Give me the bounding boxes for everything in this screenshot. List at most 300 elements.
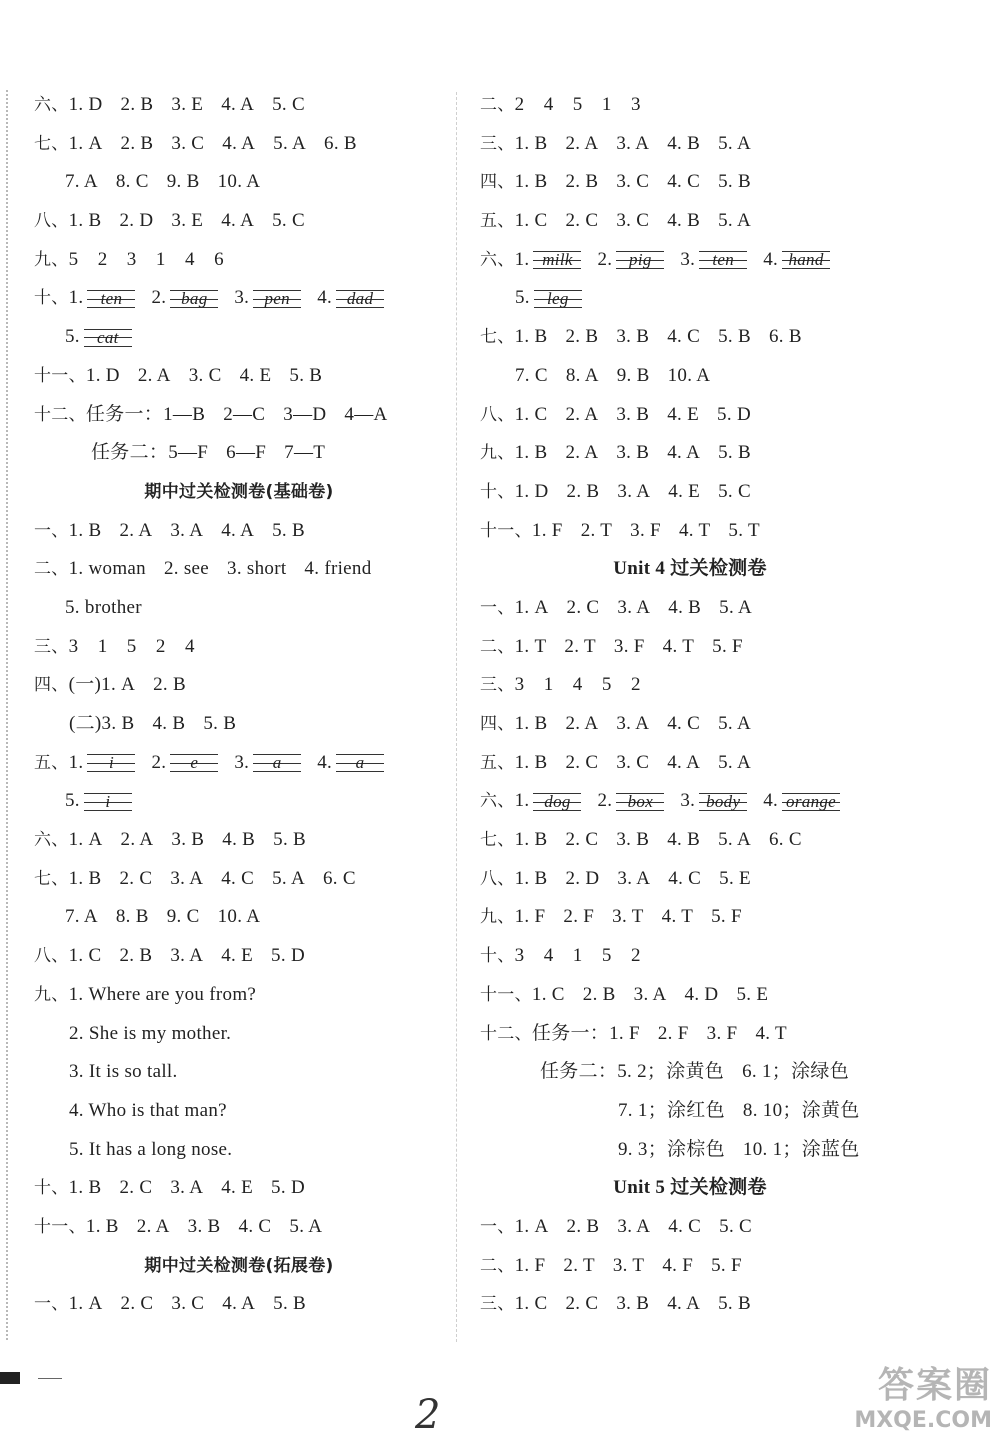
answer-item: 4. B bbox=[667, 829, 701, 851]
question-number: 十二、 bbox=[34, 404, 86, 425]
answer-item: 3. A bbox=[170, 945, 204, 967]
answer-item: 8. A bbox=[565, 364, 599, 386]
answer-item-number: 3. bbox=[234, 751, 250, 773]
question-number: 五、 bbox=[480, 752, 515, 773]
answer-item: 5. A bbox=[273, 132, 307, 154]
answer-item: 5. B bbox=[203, 713, 237, 734]
section-heading: Unit 4 过关检测卷 bbox=[613, 558, 767, 580]
answer-line bbox=[34, 163, 444, 202]
answer-item: 1. B bbox=[514, 326, 548, 348]
answer-item: 3. B bbox=[616, 442, 650, 464]
answer-item: 6—F bbox=[226, 442, 267, 464]
answer-item: 7. 1；涂红色 bbox=[618, 1099, 725, 1121]
answer-line bbox=[34, 434, 444, 473]
answer-item: 1. bbox=[514, 248, 530, 270]
answer-item: 1. C bbox=[514, 403, 548, 425]
answer-item: 7. A bbox=[65, 906, 98, 928]
answer-item: 5. It has a long nose. bbox=[69, 1138, 233, 1160]
question-number: 一、 bbox=[480, 1216, 515, 1237]
answer-item: 1. D bbox=[85, 364, 120, 386]
question-number: 一、 bbox=[34, 1294, 69, 1315]
answer-item-number: 3. bbox=[234, 287, 250, 309]
watermark bbox=[854, 1357, 992, 1433]
answer-line bbox=[480, 976, 900, 1015]
question-number: 九、 bbox=[34, 249, 69, 270]
answer-item: 2. B bbox=[582, 983, 616, 1005]
answer-item: 1. D bbox=[514, 480, 549, 502]
answer-item: 4. A bbox=[667, 442, 701, 464]
section-heading: Unit 5 过关检测卷 bbox=[613, 1177, 767, 1199]
answer-line bbox=[480, 318, 900, 357]
answer-item: 3. B bbox=[616, 326, 650, 348]
handwritten-word: cat bbox=[84, 329, 132, 347]
answer-line bbox=[34, 396, 444, 435]
answer-item: 5. F bbox=[712, 635, 743, 657]
answer-line bbox=[480, 241, 900, 280]
answer-line bbox=[34, 1169, 444, 1208]
answer-item: 2. A bbox=[136, 1215, 170, 1237]
answer-item: 5. bbox=[65, 326, 80, 348]
answer-item-number: 3. bbox=[680, 248, 696, 270]
answer-item: 4—A bbox=[344, 403, 388, 425]
answer-item: 5. B bbox=[273, 829, 307, 851]
question-number: 七、 bbox=[34, 868, 69, 889]
answer-item: 5. A bbox=[718, 751, 751, 773]
answer-item: 4. C bbox=[667, 171, 701, 193]
answer-line bbox=[34, 860, 444, 899]
answer-line bbox=[480, 163, 900, 202]
answer-item: 4. Who is that man? bbox=[69, 1099, 227, 1121]
question-number: 一、 bbox=[34, 520, 69, 541]
answer-item: 2. C bbox=[119, 867, 153, 889]
answer-item: 5. D bbox=[271, 945, 305, 967]
question-number: 八、 bbox=[480, 868, 515, 889]
answer-item: 3. C bbox=[616, 751, 650, 773]
answer-item: 2. F bbox=[657, 1022, 689, 1044]
handwritten-word: pig bbox=[616, 251, 664, 269]
answer-line bbox=[480, 1131, 900, 1170]
answer-item: 3. F bbox=[630, 519, 661, 541]
answer-line bbox=[480, 744, 900, 783]
answer-item: 2. D bbox=[565, 867, 600, 889]
handwritten-word: e bbox=[170, 754, 218, 772]
answer-item: 4. C bbox=[668, 1215, 702, 1237]
answer-line bbox=[34, 202, 444, 241]
answer-line bbox=[480, 357, 900, 396]
answer-item: 5 2 3 1 4 6 bbox=[68, 248, 224, 270]
question-number: 三、 bbox=[480, 675, 515, 696]
answer-item: 5. B bbox=[718, 326, 751, 348]
answer-item: 5. A bbox=[718, 829, 751, 851]
answer-item: 5. A bbox=[718, 713, 751, 734]
answer-line bbox=[34, 1015, 444, 1054]
answer-item: 4. C bbox=[667, 713, 701, 734]
answer-item: 10. A bbox=[217, 906, 261, 928]
answer-item: 6. 1；涂绿色 bbox=[742, 1061, 850, 1083]
answer-line bbox=[34, 512, 444, 551]
answer-item: 1. T bbox=[514, 635, 547, 657]
answer-item: 5. T bbox=[728, 519, 760, 541]
answer-item: 1. bbox=[68, 287, 84, 309]
answer-line bbox=[480, 512, 900, 551]
answer-item: 5. A bbox=[272, 867, 305, 889]
answer-item: 3. B bbox=[616, 829, 650, 851]
answer-item: 5. C bbox=[718, 480, 751, 502]
answer-item: 1. F bbox=[531, 519, 563, 541]
answer-item: 1. Where are you from? bbox=[68, 983, 257, 1005]
answer-item: (二)3. B bbox=[69, 713, 135, 734]
column-divider bbox=[456, 92, 457, 1342]
question-number: 八、 bbox=[480, 404, 515, 425]
answer-item: 1. A bbox=[68, 1293, 103, 1315]
answer-item-number: 2. bbox=[597, 790, 613, 812]
answer-item: 2. see bbox=[163, 558, 210, 580]
answer-item: 5. C bbox=[272, 210, 305, 232]
answer-item: 5. bbox=[515, 287, 530, 309]
question-number: 二、 bbox=[480, 636, 515, 657]
answer-item: 5. A bbox=[289, 1215, 323, 1237]
answer-item: 3. E bbox=[171, 94, 204, 115]
answer-line bbox=[34, 1208, 444, 1247]
answer-item: (一)1. A bbox=[68, 674, 136, 696]
section-heading: 期中过关检测卷(拓展卷) bbox=[144, 1255, 334, 1276]
answer-item: 2. T bbox=[580, 519, 613, 541]
answer-item: 6. B bbox=[768, 326, 802, 348]
answer-item: 4. C bbox=[667, 326, 701, 348]
answer-item: 3. T bbox=[612, 906, 644, 928]
answer-item: 任务二：5. 2；涂黄色 bbox=[540, 1061, 725, 1083]
answer-line bbox=[34, 1285, 444, 1324]
answer-line bbox=[34, 821, 444, 860]
answer-item: 1. A bbox=[514, 1215, 549, 1237]
answer-item: 任务一：1. F bbox=[531, 1022, 640, 1044]
answer-item: 5. A bbox=[718, 132, 751, 154]
handwritten-word: body bbox=[699, 793, 747, 811]
answer-item: 4. friend bbox=[304, 558, 372, 580]
handwritten-word: dog bbox=[533, 793, 581, 811]
answer-line bbox=[480, 279, 900, 318]
answer-line bbox=[34, 125, 444, 164]
answer-item: 3. B bbox=[171, 829, 205, 851]
answer-item: 3 1 4 5 2 bbox=[514, 674, 641, 696]
handwritten-word: ten bbox=[87, 290, 135, 308]
answer-item: 4. T bbox=[662, 635, 695, 657]
answer-item: 1. B bbox=[68, 210, 102, 232]
handwritten-word: i bbox=[87, 754, 135, 772]
answer-item: 1. B bbox=[514, 171, 548, 193]
answer-line bbox=[480, 434, 900, 473]
answer-item: 4. E bbox=[221, 1177, 254, 1199]
answer-item: 2. A bbox=[565, 132, 599, 154]
question-number: 七、 bbox=[480, 830, 515, 851]
answer-item: 3. F bbox=[613, 635, 645, 657]
answer-item: 3. A bbox=[170, 519, 204, 541]
question-number: 十一、 bbox=[34, 1216, 86, 1237]
handwritten-word: a bbox=[336, 754, 384, 772]
handwritten-word: a bbox=[253, 754, 301, 772]
answer-item: 5. A bbox=[718, 210, 751, 232]
answer-item: 2. C bbox=[565, 210, 599, 232]
answer-item: 2. A bbox=[120, 829, 154, 851]
answer-item: 任务一：1—B bbox=[85, 403, 206, 425]
answer-item: 3. C bbox=[171, 1293, 205, 1315]
question-number: 四、 bbox=[34, 675, 69, 696]
answer-item: 5. B bbox=[718, 442, 751, 464]
answer-item: 6. B bbox=[324, 132, 357, 154]
page-corner-dash bbox=[38, 1378, 62, 1379]
question-number: 七、 bbox=[34, 133, 69, 154]
answer-item: 5. B bbox=[289, 364, 323, 386]
answer-item: 9. 3；涂棕色 bbox=[618, 1138, 725, 1160]
answer-line bbox=[34, 279, 444, 318]
answer-item: 3. C bbox=[616, 210, 650, 232]
answer-item: 2. B bbox=[153, 674, 186, 696]
answer-item: 3—D bbox=[283, 403, 327, 425]
question-number: 十、 bbox=[480, 946, 515, 967]
answer-item: 3. E bbox=[171, 210, 204, 232]
answer-item: 1. A bbox=[514, 596, 549, 618]
page-corner-mark bbox=[0, 1372, 20, 1384]
answer-item: 1. F bbox=[514, 906, 546, 928]
handwritten-word: i bbox=[84, 793, 132, 811]
answer-line bbox=[480, 666, 900, 705]
answer-item: 1. B bbox=[68, 1177, 102, 1199]
answer-item: 5. D bbox=[271, 1177, 305, 1199]
answer-item: 5. B bbox=[273, 1293, 307, 1315]
question-number: 十一、 bbox=[480, 984, 532, 1005]
answer-item: 3. short bbox=[227, 558, 287, 580]
handwritten-word: hand bbox=[782, 251, 830, 269]
answer-item: 2. A bbox=[565, 442, 599, 464]
answer-item: 3. B bbox=[616, 1293, 650, 1315]
answer-item: 2 4 5 1 3 bbox=[514, 94, 641, 115]
question-number: 八、 bbox=[34, 946, 69, 967]
question-number: 九、 bbox=[480, 443, 515, 464]
answer-item: 1. D bbox=[68, 94, 103, 115]
answer-item: 4. A bbox=[222, 132, 256, 154]
answer-item: 2. T bbox=[564, 635, 596, 657]
answer-item: 2. T bbox=[563, 1254, 595, 1276]
answer-item: 4. F bbox=[662, 1254, 694, 1276]
answer-line bbox=[34, 241, 444, 280]
handwritten-word: dad bbox=[336, 290, 384, 308]
answer-item: 1. B bbox=[514, 132, 548, 154]
answer-item: 9. B bbox=[616, 364, 650, 386]
answer-item: 3. It is so tall. bbox=[69, 1061, 178, 1083]
answer-line bbox=[480, 1208, 900, 1247]
answer-item: 1. B bbox=[514, 867, 548, 889]
answer-line bbox=[480, 589, 900, 628]
answer-item-number: 4. bbox=[317, 751, 333, 773]
answer-item: 4. T bbox=[678, 519, 711, 541]
answer-item: 4. B bbox=[668, 596, 702, 618]
question-number: 六、 bbox=[34, 830, 69, 851]
watermark-logo: 答案圈 bbox=[877, 1365, 992, 1406]
answer-line bbox=[34, 318, 444, 357]
answer-item: 1. A bbox=[68, 829, 103, 851]
answer-item: 2. D bbox=[119, 210, 154, 232]
question-number: 二、 bbox=[480, 95, 515, 115]
question-number: 一、 bbox=[480, 597, 515, 618]
answer-item: 1. B bbox=[514, 713, 548, 734]
handwritten-word: orange bbox=[782, 793, 840, 811]
answer-line bbox=[34, 1131, 444, 1170]
answer-item: 9. C bbox=[166, 906, 200, 928]
question-number: 七、 bbox=[480, 327, 515, 348]
answer-item: 4. A bbox=[221, 519, 255, 541]
answer-item: 2. B bbox=[566, 1215, 600, 1237]
answer-item: 5. F bbox=[711, 906, 742, 928]
question-number: 九、 bbox=[480, 907, 515, 928]
answer-line bbox=[34, 705, 444, 744]
answer-item: 1. C bbox=[514, 1293, 548, 1315]
answer-item: 2. A bbox=[137, 364, 171, 386]
answer-item: 9. B bbox=[166, 171, 200, 193]
answer-item: 4. A bbox=[221, 94, 255, 115]
answer-line bbox=[480, 821, 900, 860]
answer-item: 5. brother bbox=[65, 596, 142, 618]
answer-item: 2. C bbox=[119, 1177, 153, 1199]
answer-item-number: 2. bbox=[597, 248, 613, 270]
answer-item: 4. E bbox=[239, 364, 272, 386]
answer-line bbox=[34, 1092, 444, 1131]
answer-item: 4. T bbox=[661, 906, 694, 928]
answer-item: 2. B bbox=[119, 945, 153, 967]
answer-item: 8. C bbox=[115, 171, 149, 193]
handwritten-word: leg bbox=[534, 290, 582, 308]
answer-item: 4. B bbox=[667, 210, 701, 232]
answer-item: 4. A bbox=[667, 1293, 701, 1315]
answer-item-number: 4. bbox=[763, 790, 779, 812]
answer-column-left bbox=[34, 86, 444, 1324]
answer-line bbox=[480, 396, 900, 435]
answer-item: 3. A bbox=[170, 867, 204, 889]
answer-item: 5. D bbox=[717, 403, 751, 425]
answer-line bbox=[480, 1015, 900, 1054]
question-number: 六、 bbox=[480, 249, 515, 270]
watermark-url: MXQE.COM bbox=[854, 1408, 992, 1433]
answer-item: 4. C bbox=[668, 867, 702, 889]
page-number: 2 bbox=[415, 1392, 441, 1438]
question-number: 十、 bbox=[34, 288, 69, 309]
question-number: 四、 bbox=[480, 172, 515, 193]
question-number: 十、 bbox=[480, 481, 515, 502]
answer-item: 1. B bbox=[68, 519, 102, 541]
answer-line bbox=[480, 1092, 900, 1131]
answer-item: 2—C bbox=[223, 403, 266, 425]
answer-line bbox=[480, 86, 900, 125]
answer-item: 2. B bbox=[565, 326, 599, 348]
question-number: 十一、 bbox=[34, 365, 86, 386]
answer-item: 6. C bbox=[322, 867, 356, 889]
answer-item: 3. A bbox=[616, 713, 650, 734]
answer-column-right bbox=[480, 86, 900, 1324]
answer-item: 任务二：5—F bbox=[91, 442, 209, 464]
question-number: 六、 bbox=[480, 791, 515, 812]
answer-item: 3. A bbox=[616, 132, 650, 154]
answer-item-number: 2. bbox=[151, 751, 167, 773]
section-heading: 期中过关检测卷(基础卷) bbox=[144, 481, 334, 502]
answer-line bbox=[34, 976, 444, 1015]
answer-item: 6. C bbox=[768, 829, 802, 851]
answer-item: 2. B bbox=[120, 132, 154, 154]
question-number: 十、 bbox=[34, 1178, 69, 1199]
answer-item: 3. B bbox=[616, 403, 650, 425]
answer-item: 1. B bbox=[514, 442, 548, 464]
question-number: 二、 bbox=[34, 559, 69, 580]
answer-item: 3. F bbox=[706, 1022, 738, 1044]
answer-line bbox=[34, 550, 444, 589]
answer-item: 2. C bbox=[565, 751, 599, 773]
question-number: 八、 bbox=[34, 211, 69, 232]
question-number: 二、 bbox=[480, 1255, 515, 1276]
answer-line bbox=[34, 628, 444, 667]
answer-item: 2. B bbox=[566, 480, 600, 502]
answer-item: 5. B bbox=[718, 1293, 751, 1315]
answer-item: 1. B bbox=[68, 867, 102, 889]
question-number: 三、 bbox=[480, 133, 515, 154]
answer-item: 4. C bbox=[238, 1215, 272, 1237]
answer-item: 3. B bbox=[187, 1215, 221, 1237]
answer-item: 3. C bbox=[171, 132, 205, 154]
answer-item: 2. C bbox=[565, 829, 599, 851]
answer-item: 5. C bbox=[272, 94, 305, 115]
answer-item: 1. bbox=[514, 790, 530, 812]
answer-item: 4. B bbox=[667, 132, 701, 154]
handwritten-word: milk bbox=[533, 251, 581, 269]
answer-item: 5. E bbox=[719, 867, 751, 889]
answer-line bbox=[34, 589, 444, 628]
answer-item: 3. C bbox=[188, 364, 222, 386]
answer-item: 5. A bbox=[719, 596, 753, 618]
answer-line bbox=[480, 1285, 900, 1324]
answer-item: 2. B bbox=[565, 171, 599, 193]
answer-item-number: 4. bbox=[317, 287, 333, 309]
answer-item: 1. bbox=[68, 751, 84, 773]
answer-line bbox=[480, 1053, 900, 1092]
answer-line bbox=[480, 860, 900, 899]
answer-item: 1. woman bbox=[68, 558, 146, 580]
answer-item: 3. A bbox=[617, 867, 651, 889]
answer-item: 4. T bbox=[755, 1022, 787, 1044]
answer-line bbox=[480, 125, 900, 164]
answer-item: 1. C bbox=[531, 983, 565, 1005]
answer-item: 4. C bbox=[221, 867, 255, 889]
question-number: 五、 bbox=[480, 211, 515, 232]
answer-item: 7. A bbox=[65, 171, 98, 193]
answer-line bbox=[34, 1053, 444, 1092]
answer-item: 2. B bbox=[120, 94, 154, 115]
answer-item: 3 1 5 2 4 bbox=[68, 635, 195, 657]
answer-line bbox=[34, 357, 444, 396]
answer-item: 2. C bbox=[120, 1293, 154, 1315]
answer-item-number: 3. bbox=[680, 790, 696, 812]
answer-line bbox=[480, 782, 900, 821]
answer-item: 3. A bbox=[170, 1177, 204, 1199]
answer-line bbox=[34, 744, 444, 783]
answer-item: 4. A bbox=[221, 210, 255, 232]
answer-line bbox=[480, 628, 900, 667]
answer-item: 3. A bbox=[617, 596, 651, 618]
answer-item: 1. C bbox=[68, 945, 102, 967]
answer-item: 10. A bbox=[217, 171, 261, 193]
answer-item: 2. She is my mother. bbox=[69, 1022, 232, 1044]
question-number: 三、 bbox=[34, 636, 69, 657]
answer-item: 2. A bbox=[565, 713, 599, 734]
answer-item: 4. E bbox=[667, 403, 700, 425]
answer-item: 2. C bbox=[566, 596, 600, 618]
question-number: 十二、 bbox=[480, 1023, 532, 1044]
